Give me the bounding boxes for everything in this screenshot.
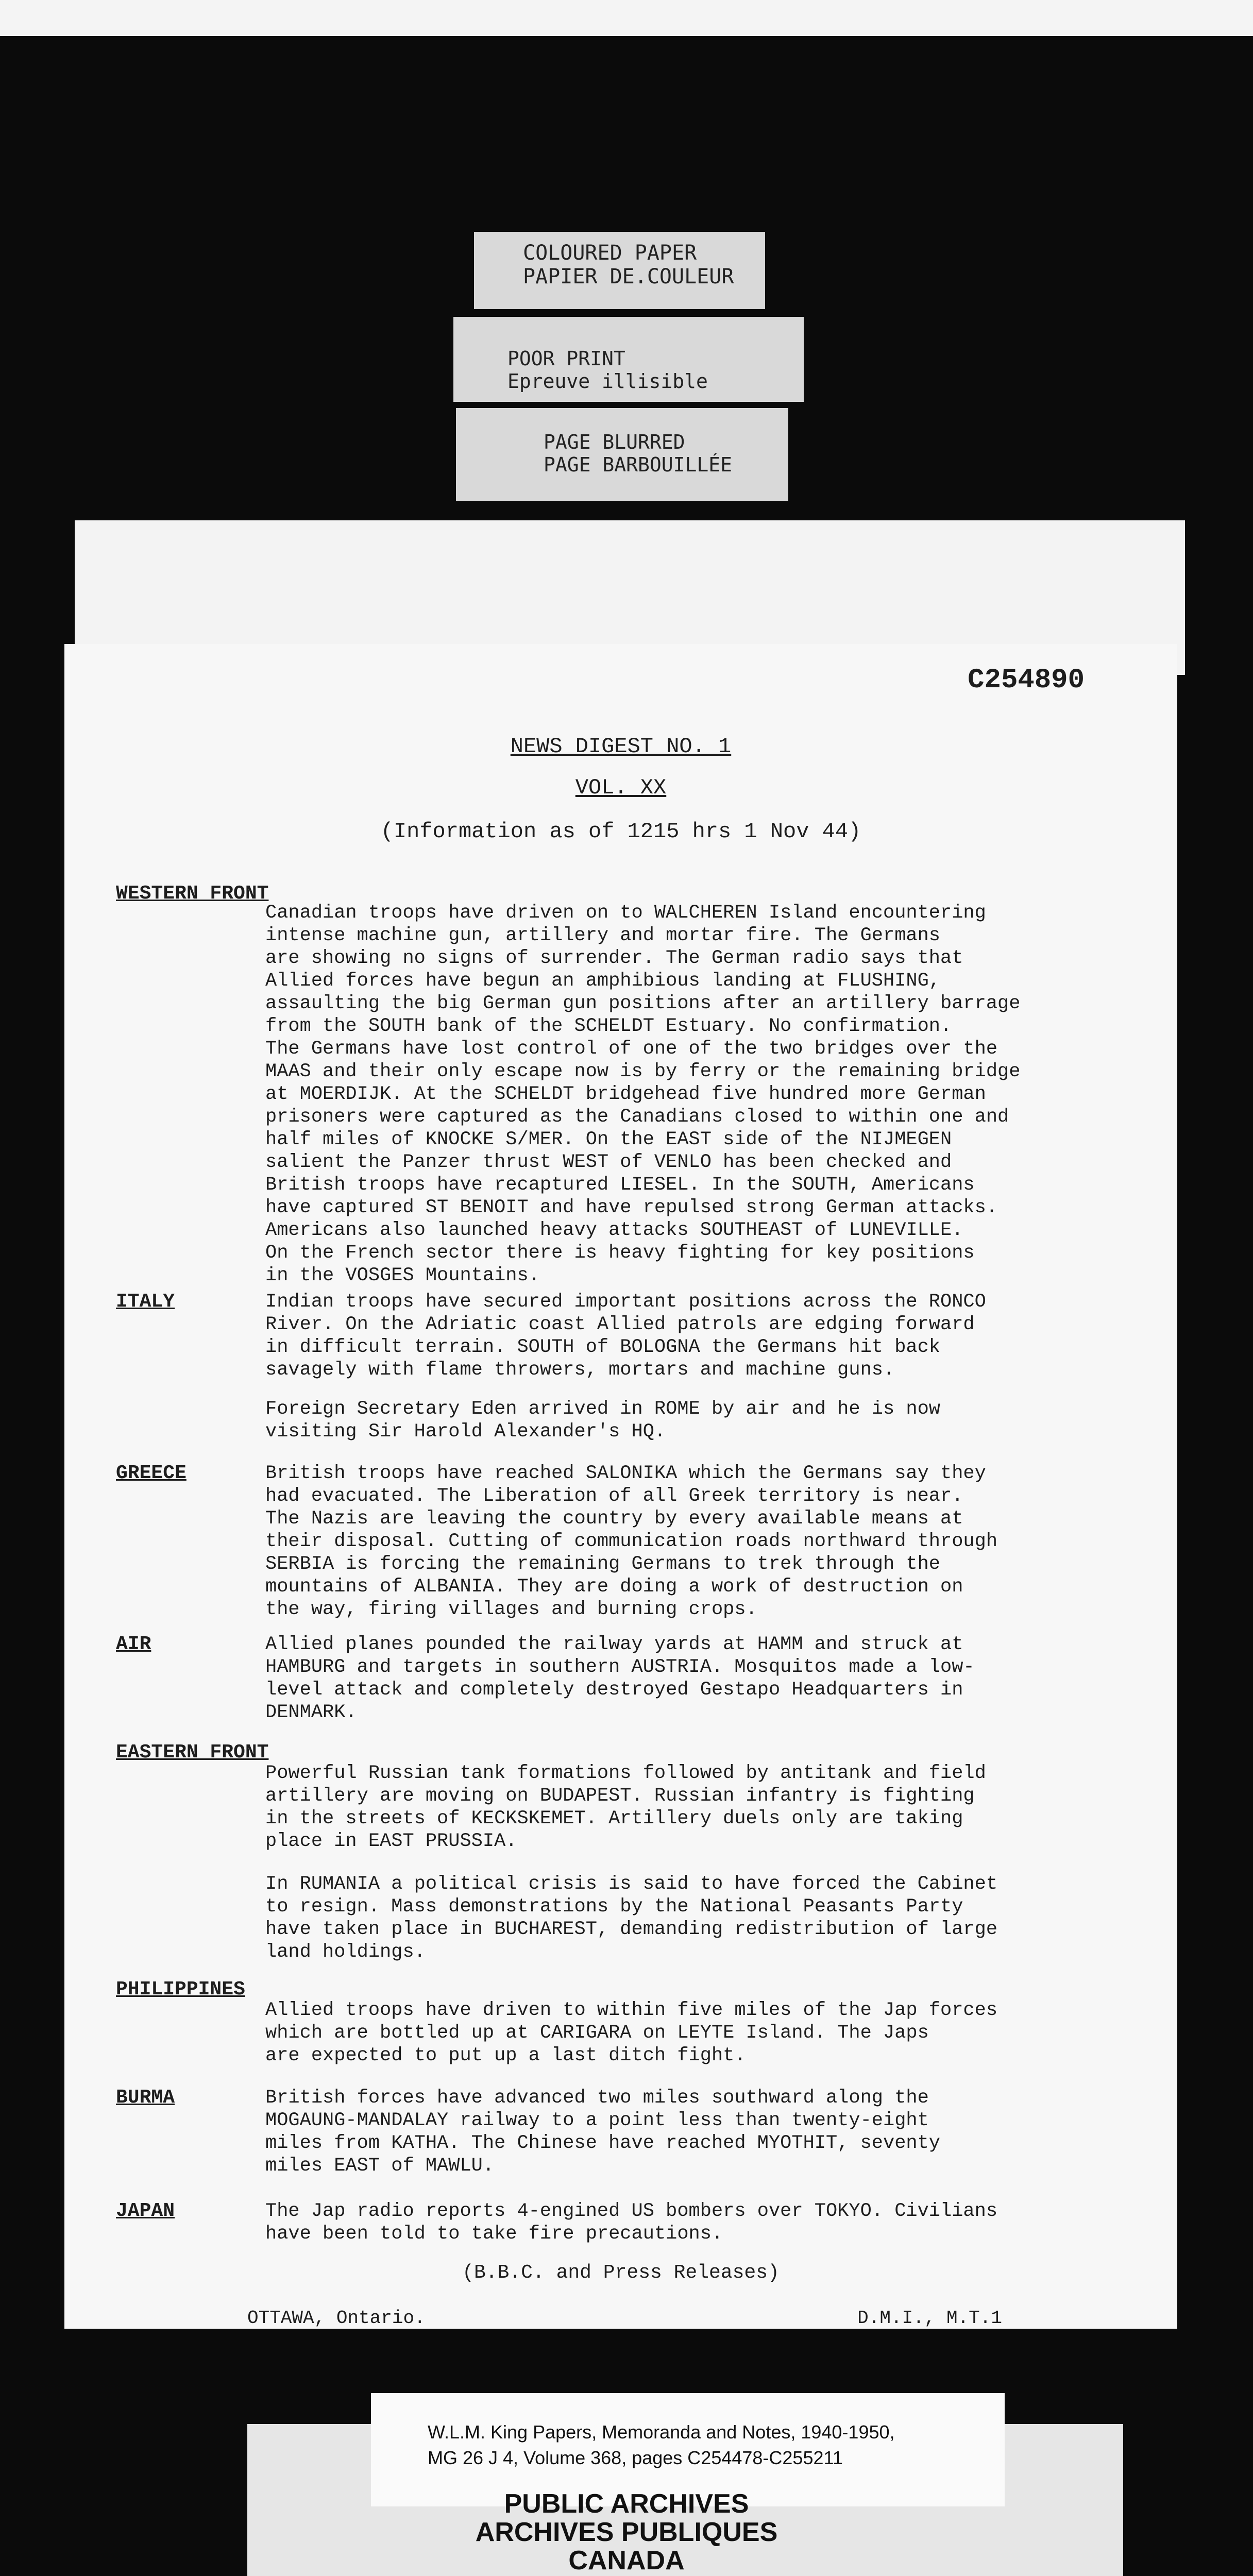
page-blurred-label-en: PAGE BLURRED	[544, 431, 685, 453]
volume-number: VOL. XX	[575, 775, 667, 800]
italy-heading	[116, 1291, 175, 1313]
eastern-front-text: Powerful Russian tank formations followed by antitank and field artillery are moving on BUDAPEST. Russian infantry is fighting in the streets of KECKSKEMET. Artillery duels only are taking place in EAST PRUSSIA.	[265, 1762, 986, 1852]
western-front-text: Canadian troops have driven on to WALCHEREN Island encountering intense machine gun, artillery and mortar fire. The Germans are showing no signs of surrender. The German radio says that Allied forces have begun an amphibious landing at FLUSHING, assaulting the big German gun positions after an artillery barrage from the SOUTH bank of the SCHELDT Estuary. No confirmation. The Germans have lost control of one of the two bridges over the MAAS and their only escape now is by ferry or the remaining bridge at MOERDIJK. At the SCHELDT bridgehead five hundred more German prisoners were captured as the Canadians closed to within one and half miles of KNOCKE S/MER. On the EAST side of the NIJMEGEN salient the Panzer thrust WEST of VENLO has been checked and British troops have recaptured LIESEL. In the SOUTH, Americans have captured ST BENOIT and have repulsed strong German attacks. Americans also launched heavy attacks SOUTHEAST of LUNEVILLE. On the French sector there is heavy fighting for key positions in the VOSGES Mountains.	[265, 902, 1021, 1286]
air-heading	[116, 1633, 151, 1656]
citation-line-2: MG 26 J 4, Volume 368, pages C254478-C255211	[428, 2447, 843, 2468]
italy-text: Indian troops have secured important positions across the RONCO River. On the Adriatic coast Allied patrols are edging forward in difficult terrain. SOUTH of BOLOGNA the Germans hit back savagely with flame throwers, mortars and machine guns.	[265, 1291, 986, 1381]
philippines-text: Allied troops have driven to within five miles of the Jap forces which are bottled up at CARIGARA on LEYTE Island. The Japs are expected to put up a last ditch fight.	[265, 1999, 998, 2066]
document-title: NEWS DIGEST NO. 1	[510, 734, 732, 759]
archive-reference-number: C254890	[968, 665, 1085, 696]
coloured-paper-label-fr: PAPIER DE.COULEUR	[523, 265, 734, 289]
japan-heading-text: JAPAN	[116, 2200, 175, 2222]
information-date-line: (Information as of 1215 hrs 1 Nov 44)	[380, 819, 861, 844]
greece-heading-text: GREECE	[116, 1462, 187, 1484]
western-front-heading	[116, 883, 268, 905]
eastern-front-text-rumania: In RUMANIA a political crisis is said to have forced the Cabinet to resign. Mass demonstrations by the National Peasants Party have taken place in BUCHAREST, demanding redistribution of large land holdings.	[265, 1873, 998, 1963]
page-blurred-label	[456, 408, 788, 501]
poor-print-label	[453, 317, 804, 402]
footer-place: OTTAWA, Ontario.	[247, 2308, 426, 2329]
italy-text-eden: Foreign Secretary Eden arrived in ROME by air and he is now visiting Sir Harold Alexander's HQ.	[265, 1398, 941, 1443]
japan-text: The Jap radio reports 4-engined US bombers over TOKYO. Civilians have been told to take fire precautions.	[265, 2200, 998, 2245]
poor-print-label-en: POOR PRINT	[507, 347, 625, 370]
air-text: Allied planes pounded the railway yards at HAMM and struck at HAMBURG and targets in southern AUSTRIA. Mosquitos made a low- level attack and completely destroyed Gestapo Headquarters in DENMARK.	[265, 1634, 975, 1723]
footer-office: D.M.I., M.T.1	[857, 2308, 1002, 2329]
news-digest-page	[64, 644, 1177, 2329]
air-heading-text: AIR	[116, 1633, 151, 1655]
coloured-paper-label	[474, 232, 765, 309]
burma-heading-text: BURMA	[116, 2087, 175, 2109]
eastern-front-heading-text: EASTERN FRONT	[116, 1741, 269, 1764]
stamp-archives-publiques: ARCHIVES PUBLIQUES	[475, 2517, 778, 2547]
western-front-heading-text: WESTERN FRONT	[116, 883, 269, 905]
burma-heading	[116, 2087, 175, 2109]
coloured-paper-label-en: COLOURED PAPER	[523, 241, 697, 265]
source-line: (B.B.C. and Press Releases)	[462, 2262, 780, 2284]
page-blurred-label-fr: PAGE BARBOUILLÉE	[544, 453, 733, 476]
stamp-public-archives: PUBLIC ARCHIVES	[504, 2489, 749, 2519]
poor-print-label-fr: Epreuve illisible	[507, 369, 708, 393]
citation-line-1: W.L.M. King Papers, Memoranda and Notes, 1940-1950,	[428, 2421, 895, 2443]
greece-text: British troops have reached SALONIKA which the Germans say they had evacuated. The Liberation of all Greek territory is near. The Nazis are leaving the country by every available means at their disposal. Cutting of communication roads northward through SERBIA is forcing the remaining Germans to trek through the mountains of ALBANIA. They are doing a work of destruction on the way, firing villages and burning crops.	[265, 1463, 998, 1620]
italy-heading-text: ITALY	[116, 1291, 175, 1313]
greece-heading	[116, 1462, 187, 1485]
film-top-edge	[0, 0, 1253, 36]
philippines-heading	[116, 1978, 245, 2001]
burma-text: British forces have advanced two miles southward along the MOGAUNG-MANDALAY railway to a point less than twenty-eight miles from KATHA. The Chinese have reached MYOTHIT, seventy miles EAST of MAWLU.	[265, 2087, 941, 2177]
eastern-front-heading	[116, 1741, 268, 1764]
japan-heading	[116, 2200, 175, 2223]
stamp-canada: CANADA	[568, 2546, 685, 2575]
philippines-heading-text: PHILIPPINES	[116, 1978, 245, 2001]
